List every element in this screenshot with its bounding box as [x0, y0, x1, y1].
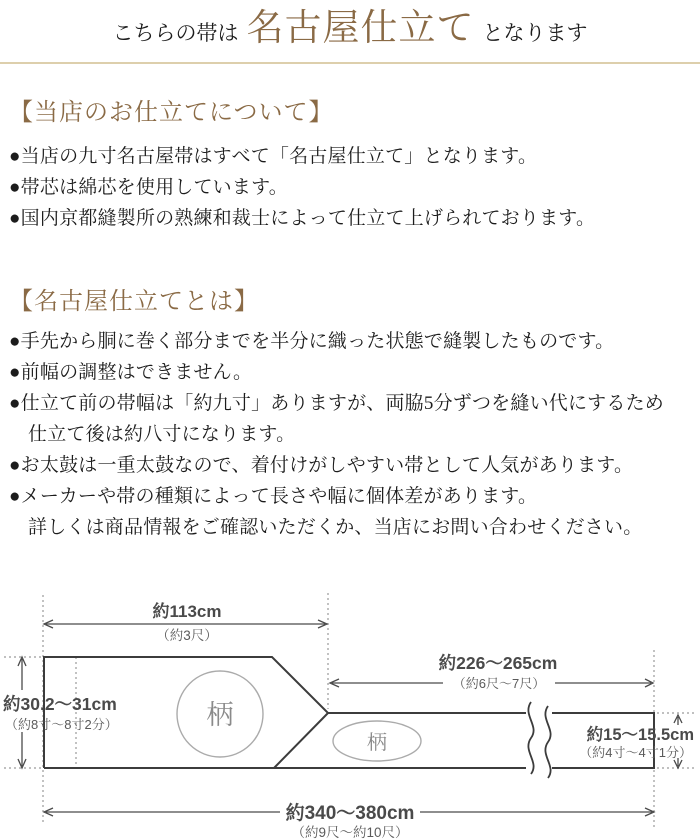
banner-prefix: こちらの帯は [112, 21, 239, 45]
dim-narrow-width-sub: （約4寸～4寸1分） [579, 745, 692, 760]
break-wave-right [545, 706, 550, 778]
dim-tesaki-sub: （約3尺） [156, 628, 218, 643]
section-bullets-our-tailoring [9, 141, 595, 234]
bullet-item: ●当店の九寸名古屋帯はすべて「名古屋仕立て」となります。 [9, 146, 538, 167]
section-bullets-what-is-nagoya [9, 326, 664, 543]
bullet-item-continuation: 詳しくは商品情報をご確認いただくか、当店にお問い合わせください。 [28, 517, 643, 538]
bullet-item: ●国内京都縫製所の熟練和裁士によって仕立て上げられております。 [9, 208, 596, 229]
break-wave-left [528, 702, 533, 774]
dim-wide-width-sub: （約8寸～8寸2分） [5, 717, 118, 732]
bullet-item-continuation: 仕立て後は約八寸になります。 [28, 424, 296, 445]
dim-total-main: 約340～380cm [285, 803, 415, 824]
bullet-item: ●メーカーや帯の種類によって長さや幅に個体差があります。 [9, 486, 538, 507]
dim-wide-width-main: 約30.2～31cm [3, 694, 117, 714]
bullet-item: ●お太鼓は一重太鼓なので、着付けがしやすい帯として人気があります。 [9, 455, 634, 476]
banner-highlight: 名古屋仕立て [246, 8, 475, 49]
banner-suffix: となります [482, 21, 588, 45]
section-title-our-tailoring: 【当店のお仕立てについて】 [9, 100, 334, 126]
page-banner [0, 0, 700, 64]
dim-tare-main: 約226～265cm [438, 653, 558, 673]
bullet-item: ●帯芯は綿芯を使用しています。 [9, 177, 288, 198]
section-title-what-is-nagoya: 【名古屋仕立てとは】 [9, 289, 259, 315]
bullet-item: ●仕立て前の帯幅は「約九寸」ありますが、両脇5分ずつを縫い代にするため [9, 393, 664, 414]
bullet-item: ●前幅の調整はできません。 [9, 362, 253, 383]
obi-fold-line [274, 713, 328, 768]
dim-total-sub: （約9尺～約10尺） [291, 825, 409, 840]
dim-tesaki-main: 約113cm [152, 602, 222, 621]
bullet-item: ●手先から胴に巻く部分までを半分に織った状態で縫製したものです。 [9, 331, 615, 352]
dim-tare-sub: （約6尺～7尺） [452, 676, 546, 691]
taiko-pattern-label: 柄 [206, 700, 234, 730]
mae-pattern-label: 柄 [367, 732, 387, 754]
obi-dimension-diagram [0, 590, 700, 840]
dim-narrow-width-main: 約15～15.5cm [586, 726, 694, 744]
